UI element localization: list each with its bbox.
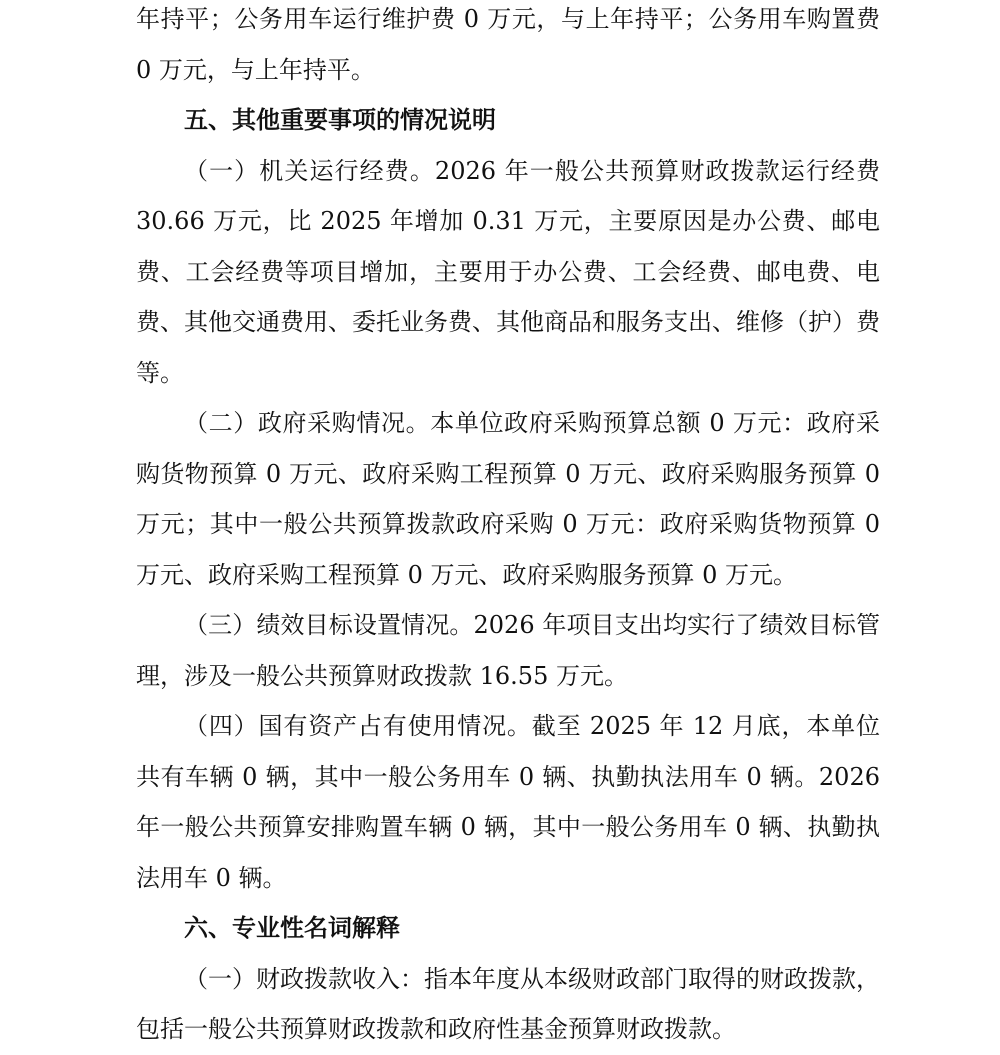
subsection-title: （四）国有资产占有使用情况。 <box>184 712 532 740</box>
paragraph-body: 指本年度从本级财政部门取得的财政拨款，包括一般公共预算财政拨款和政府性基金预算财政拨款。 <box>136 964 880 1043</box>
paragraph-body: 截至 2025 年 12 月底，本单位共有车辆 0 辆，其中一般公务用车 0 辆、执勤执法用车 0 辆。2026 年一般公共预算安排购置车辆 0 辆，其中一般公务用车 0 辆、执勤执法用车 0 辆。 <box>136 712 881 892</box>
section-heading-6: 六、专业性名词解释 <box>184 914 400 942</box>
paragraph-carryover: 年持平；公务用车运行维护费 0 万元，与上年持平；公务用车购置费 0 万元，与上年持平。 <box>136 5 880 84</box>
subsection-title: （一）财政拨款收入： <box>184 964 424 993</box>
paragraph-body: 2026 年一般公共预算财政拨款运行经费 30.66 万元，比 2025 年增加 0.31 万元，主要原因是办公费、邮电费、工会经费等项目增加，主要用于办公费、工会经费、邮电费、电费、其他交通费用、委托业务费、其他商品和服务支出、维修（护）费等。 <box>136 156 880 387</box>
subsection-title: （一）机关运行经费。 <box>184 156 435 185</box>
paragraph-body: 2026 年项目支出均实行了绩效目标管理，涉及一般公共预算财政拨款 16.55 万元。 <box>136 611 880 690</box>
paragraph-state-assets <box>136 701 880 903</box>
paragraph-body: 本单位政府采购预算总额 0 万元：政府采购货物预算 0 万元、政府采购工程预算 0 万元、政府采购服务预算 0 万元；其中一般公共预算拨款政府采购 0 万元：政府采购货物预算 0 万元、政府采购工程预算 0 万元、政府采购服务预算 0 万元。 <box>136 409 881 589</box>
paragraph-performance-targets <box>136 600 880 701</box>
document-page <box>136 0 880 1055</box>
subsection-title: （三）绩效目标设置情况。 <box>184 611 474 639</box>
section-heading-5: 五、其他重要事项的情况说明 <box>184 106 496 134</box>
paragraph-fiscal-appropriation-definition <box>136 954 880 1055</box>
paragraph-operating-expenses <box>136 146 880 399</box>
paragraph-government-procurement <box>136 398 880 600</box>
subsection-title: （二）政府采购情况。 <box>184 409 431 437</box>
